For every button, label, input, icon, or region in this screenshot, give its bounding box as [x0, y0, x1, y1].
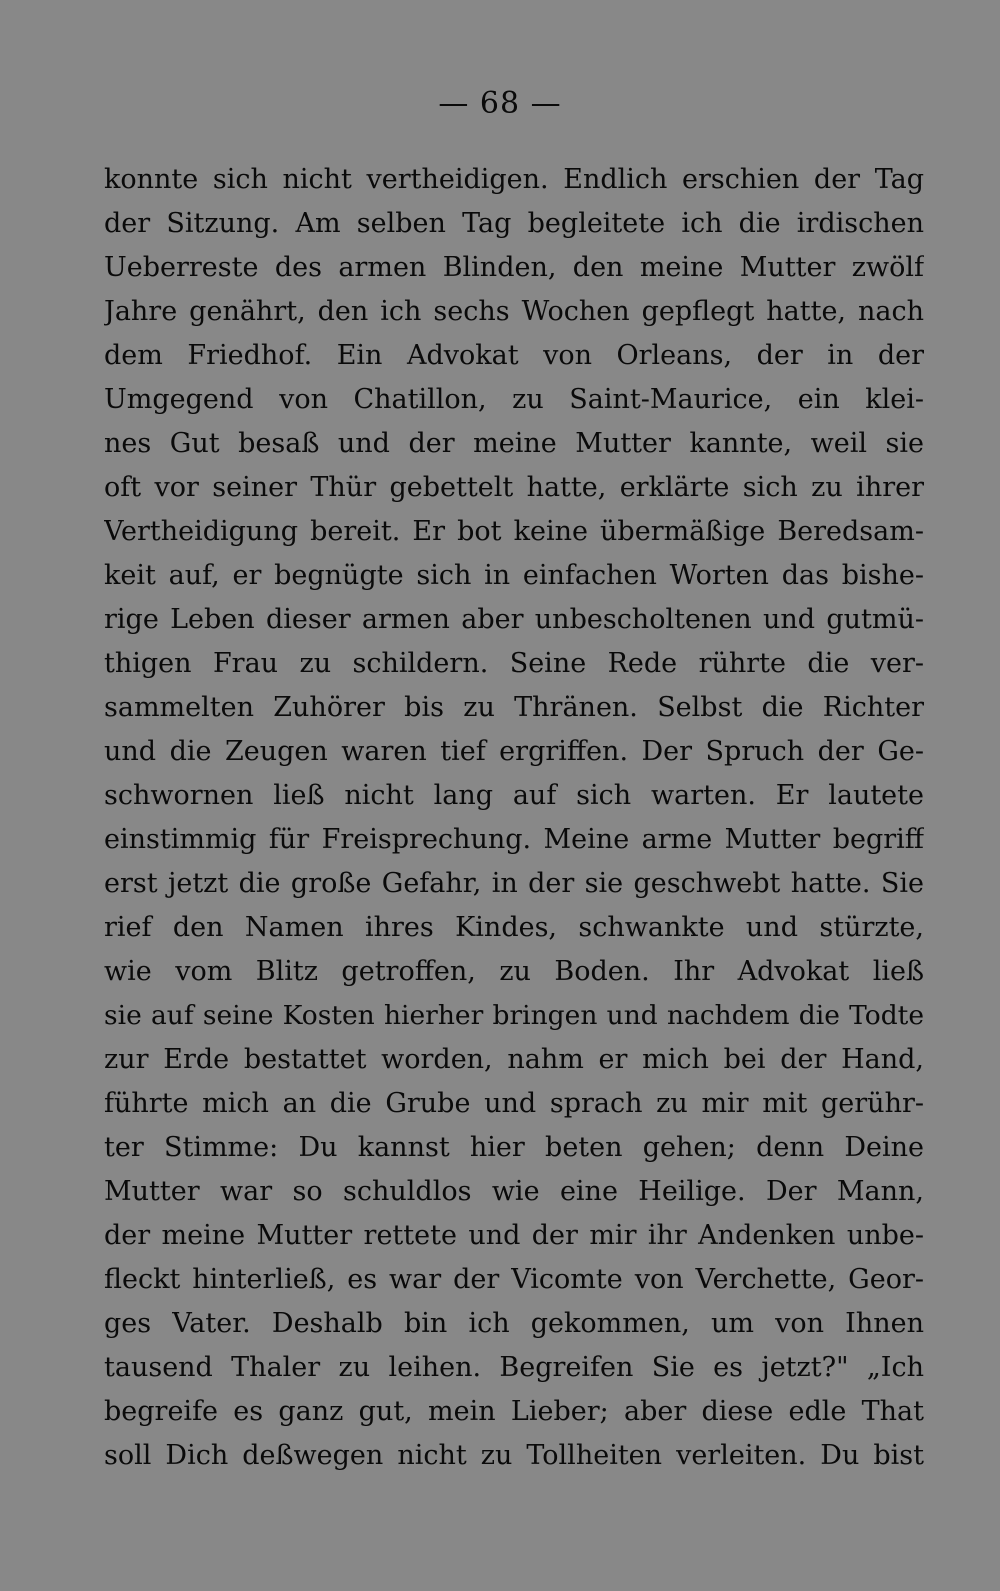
text-line: und die Zeugen waren tief ergriffen. Der Spruch der Ge- — [104, 736, 924, 767]
text-line: Vertheidigung bereit. Er bot keine übermäßige Beredsam- — [104, 516, 924, 547]
text-line: Umgegend von Chatillon, zu Saint-Maurice, ein klei- — [104, 384, 924, 415]
text-line: erst jetzt die große Gefahr, in der sie geschwebt hatte. Sie — [104, 868, 924, 899]
text-line: oft vor seiner Thür gebettelt hatte, erklärte sich zu ihrer — [104, 472, 924, 503]
text-line: nes Gut besaß und der meine Mutter kannte, weil sie — [104, 428, 924, 459]
text-line: ges Vater. Deshalb bin ich gekommen, um von Ihnen — [104, 1308, 924, 1339]
text-line: führte mich an die Grube und sprach zu mir mit gerühr- — [104, 1088, 924, 1119]
text-line: Jahre genährt, den ich sechs Wochen gepflegt hatte, nach — [104, 296, 924, 327]
text-line: Mutter war so schuldlos wie eine Heilige. Der Mann, — [104, 1176, 924, 1207]
text-line: der meine Mutter rettete und der mir ihr Andenken unbe- — [104, 1220, 924, 1251]
text-line: dem Friedhof. Ein Advokat von Orleans, der in der — [104, 340, 924, 371]
text-line: tausend Thaler zu leihen. Begreifen Sie es jetzt?" „Ich — [104, 1352, 924, 1383]
text-line: wie vom Blitz getroffen, zu Boden. Ihr Advokat ließ — [104, 956, 924, 987]
text-line: Ueberreste des armen Blinden, den meine Mutter zwölf — [104, 252, 924, 283]
text-line: zur Erde bestattet worden, nahm er mich bei der Hand, — [104, 1044, 924, 1075]
text-line: rief den Namen ihres Kindes, schwankte und stürzte, — [104, 912, 924, 943]
text-line: der Sitzung. Am selben Tag begleitete ich die irdischen — [104, 208, 924, 239]
text-line: begreife es ganz gut, mein Lieber; aber diese edle That — [104, 1396, 924, 1427]
text-line: ter Stimme: Du kannst hier beten gehen; denn Deine — [104, 1132, 924, 1163]
text-line: schwornen ließ nicht lang auf sich warten. Er lautete — [104, 780, 924, 811]
text-line: fleckt hinterließ, es war der Vicomte von Verchette, Geor- — [104, 1264, 924, 1295]
text-line: rige Leben dieser armen aber unbescholtenen und gutmü- — [104, 604, 924, 635]
text-line: sie auf seine Kosten hierher bringen und nachdem die Todte — [104, 1000, 924, 1031]
text-line: einstimmig für Freisprechung. Meine arme Mutter begriff — [104, 824, 924, 855]
text-line: sammelten Zuhörer bis zu Thränen. Selbst die Richter — [104, 692, 924, 723]
body-text — [104, 158, 924, 1478]
page-number: — 68 — — [438, 86, 562, 121]
text-line: keit auf, er begnügte sich in einfachen Worten das bishe- — [104, 560, 924, 591]
text-line: thigen Frau zu schildern. Seine Rede rührte die ver- — [104, 648, 924, 679]
text-line: konnte sich nicht vertheidigen. Endlich erschien der Tag — [104, 164, 924, 195]
text-line: soll Dich deßwegen nicht zu Tollheiten verleiten. Du bist — [104, 1440, 924, 1471]
